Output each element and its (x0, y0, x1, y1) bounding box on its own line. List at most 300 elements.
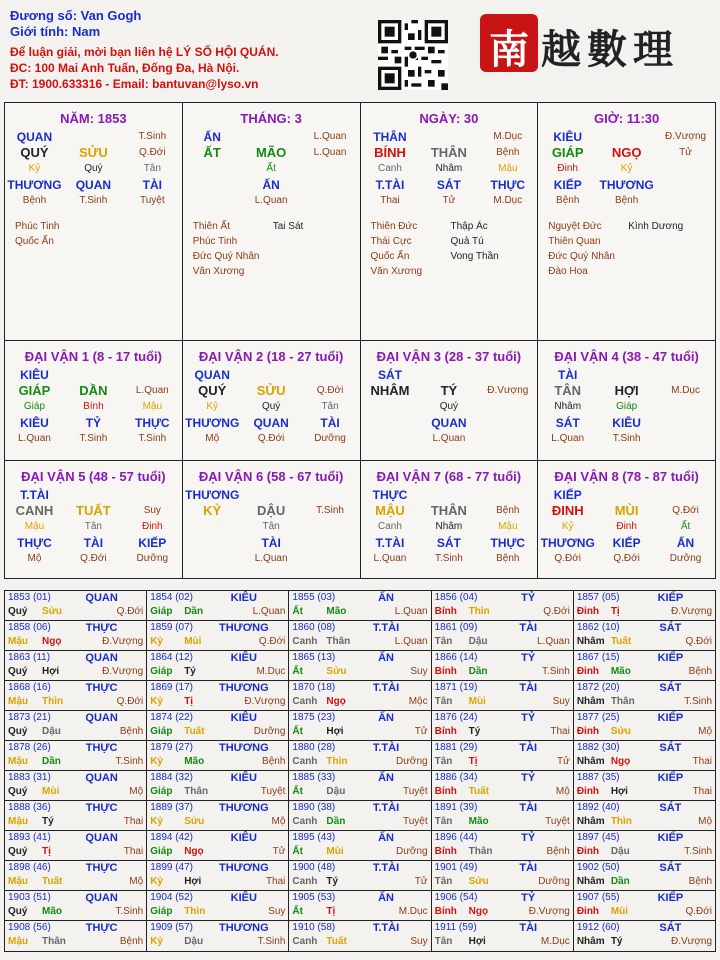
cell-value: L.Quan (313, 147, 347, 158)
year-line-top (435, 891, 570, 905)
cell-value (478, 415, 537, 431)
chart-cell (538, 341, 715, 460)
cell-value: ẤN (262, 178, 280, 192)
year-cell (289, 861, 431, 890)
cell-value: KIẾP (612, 536, 641, 550)
year-ten-god: QUAN (85, 892, 118, 904)
year-stem: Kỷ (150, 816, 163, 827)
year-cell (432, 591, 574, 620)
cell-value: QUAN (194, 368, 230, 382)
cell-value (597, 487, 656, 503)
year-stem: Giáp (150, 606, 173, 617)
cell-value: SỬU (78, 145, 108, 160)
year-branch: Tý (326, 876, 339, 887)
year-ten-god: TỶ (521, 592, 536, 604)
year-stem: Ất (292, 606, 303, 617)
year-ten-god: TỶ (521, 892, 536, 904)
year-ten-god: KIẾP (657, 652, 684, 664)
cell-line (538, 519, 715, 535)
cell-value (419, 487, 478, 503)
year-phase: Tử (557, 756, 570, 767)
qr-code-icon (378, 20, 448, 90)
year-cell (574, 591, 715, 620)
year-line-bottom (292, 695, 427, 709)
year-line-bottom (435, 905, 570, 919)
year-ten-god: TÀI (519, 742, 538, 754)
year-label: 1860 (08) (292, 622, 336, 633)
chart-grid (4, 102, 716, 579)
year-stem: Mậu (8, 756, 28, 767)
cell-value: L.Quan (313, 131, 347, 142)
year-cell (289, 921, 431, 951)
cell-value (64, 129, 123, 145)
year-line-bottom (8, 845, 143, 859)
cell-value: Kỷ (206, 401, 219, 412)
year-phase: Đ.Vượng (244, 696, 286, 707)
year-cell (289, 651, 431, 680)
year-line-bottom (8, 725, 143, 739)
year-line-bottom (150, 635, 285, 649)
cell-value: L.Quan (254, 553, 288, 564)
inauspicious-star: Quả Tú (450, 236, 484, 247)
year-label: 1867 (15) (576, 652, 620, 663)
year-line-top (577, 741, 712, 755)
year-stem: Bính (434, 666, 457, 677)
cell-line (183, 177, 360, 193)
year-ten-god: KIẾP (657, 592, 684, 604)
year-cell (289, 741, 431, 770)
cell-value: Q.Đới (613, 553, 640, 564)
year-label: 1880 (28) (292, 742, 336, 753)
year-label: 1855 (03) (292, 592, 336, 603)
cell-value: TÀI (142, 178, 162, 192)
year-ten-god: THỰC (85, 862, 118, 874)
year-branch: Tuất (468, 786, 489, 797)
year-phase: Q.Đới (685, 906, 713, 917)
year-branch: Tý (468, 726, 481, 737)
year-ten-god: QUAN (85, 772, 118, 784)
year-cell (5, 651, 147, 680)
cell-value: Đinh (142, 521, 163, 532)
year-ten-god: THƯƠNG (218, 742, 269, 754)
year-stem: Mậu (8, 816, 28, 827)
year-branch: Tị (184, 696, 194, 707)
cell-value (301, 519, 360, 535)
year-ten-god: ẤN (378, 892, 394, 904)
year-stem: Đinh (576, 726, 600, 737)
cell-line (361, 399, 538, 415)
year-stem: Ất (292, 666, 303, 677)
year-line-top (150, 861, 285, 875)
year-line-bottom (150, 695, 285, 709)
year-stem: Nhâm (576, 756, 605, 767)
cell-value (64, 367, 123, 383)
cell-value: M.Dục (493, 195, 523, 206)
year-stem: Canh (292, 696, 318, 707)
year-ten-god: ẤN (378, 652, 394, 664)
cell-value: Tuyệt (139, 195, 165, 206)
cell-line (5, 535, 182, 551)
year-row (5, 861, 715, 891)
cell-value (242, 367, 301, 383)
year-branch: Mão (326, 606, 347, 617)
contact-line-1: Để luận giải, mời bạn liên hệ LÝ SỐ HỘI QUÁN. (10, 45, 279, 59)
cell-line (361, 535, 538, 551)
chart-cell (183, 103, 361, 340)
cell-value (478, 431, 537, 447)
year-cell (574, 711, 715, 740)
cell-value: Bệnh (496, 147, 520, 158)
year-cell (574, 921, 715, 951)
cell-value: THỰC (490, 178, 526, 192)
year-line-top (150, 801, 285, 815)
year-stem: Mậu (8, 696, 28, 707)
contact-phone-email: ĐT: 1900.633316 - Email: bantuvan@lyso.vn (10, 77, 259, 91)
year-cell (432, 651, 574, 680)
year-line-bottom (8, 665, 143, 679)
year-phase: Đ.Vượng (102, 636, 144, 647)
year-phase: Thai (550, 726, 570, 737)
year-cell (574, 741, 715, 770)
year-line-top (577, 621, 712, 635)
cell-value: Dưỡng (669, 553, 702, 564)
cell-value: T.Sinh (316, 505, 344, 516)
year-ten-god: KIÊU (230, 652, 257, 664)
year-branch: Thìn (326, 756, 348, 767)
cell-value (656, 161, 715, 177)
year-line-top (292, 891, 427, 905)
year-cell (432, 861, 574, 890)
cell-value: T.Sinh (612, 433, 641, 444)
cell-value: HỢI (614, 383, 639, 398)
year-label: 1861 (09) (434, 622, 478, 633)
cell-value: Bệnh (614, 195, 639, 206)
year-stem: Quý (8, 846, 28, 857)
year-branch: Dần (326, 816, 346, 827)
cell-value: Mộ (205, 433, 220, 444)
cell-line (538, 535, 715, 551)
cell-value: T.Sinh (138, 131, 167, 142)
cell-line (361, 431, 538, 447)
year-stem: Kỷ (150, 936, 163, 947)
cell-value: Ất (680, 521, 691, 532)
year-cell (5, 711, 147, 740)
year-label: 1870 (18) (292, 682, 336, 693)
cell-value (478, 367, 537, 383)
year-stem: Giáp (150, 666, 173, 677)
cell-value: Bệnh (556, 195, 580, 206)
year-phase: Bệnh (262, 756, 286, 767)
chart-cell (5, 341, 183, 460)
chart-cell (538, 461, 715, 578)
year-line-bottom (150, 815, 285, 829)
year-line-bottom (292, 755, 427, 769)
auspicious-star: Đức Quý Nhân (548, 251, 615, 262)
year-line-top (435, 711, 570, 725)
year-ten-god: QUAN (85, 652, 118, 664)
year-phase: Tuyệt (260, 786, 286, 797)
chart-cell (361, 103, 539, 340)
year-label: 1908 (56) (8, 922, 51, 933)
year-line-top (292, 711, 427, 725)
year-stem: Quý (8, 726, 28, 737)
year-line-bottom (435, 935, 570, 949)
cell-line (538, 383, 715, 399)
cell-value: Bệnh (496, 505, 520, 516)
year-line-bottom (577, 815, 712, 829)
cell-line (183, 129, 360, 145)
chart-cell (5, 103, 183, 340)
cell-value: BÍNH (374, 145, 406, 160)
cell-value (301, 487, 360, 503)
year-label: 1891 (39) (434, 802, 478, 813)
year-cell (5, 741, 147, 770)
cell-line (361, 383, 538, 399)
cell-value: THƯƠNG (599, 178, 654, 192)
auspicious-star: Thiên Quan (548, 236, 601, 247)
star-line (371, 219, 538, 234)
cell-value: T.Sinh (434, 553, 463, 564)
year-phase: Tử (414, 726, 428, 737)
year-cell (147, 921, 289, 951)
year-stem: Giáp (150, 846, 173, 857)
cell-line (361, 415, 538, 431)
year-phase: Đ.Vượng (670, 606, 713, 617)
cell-value: MÃO (255, 145, 287, 160)
year-line-top (292, 861, 427, 875)
year-cell (574, 651, 715, 680)
year-phase: Bệnh (688, 666, 713, 677)
year-stem: Giáp (150, 786, 173, 797)
cell-value: Đinh (616, 521, 637, 532)
cell-line (538, 551, 715, 567)
cell-value: THỰC (17, 536, 52, 550)
year-branch: Thìn (184, 906, 206, 917)
year-branch: Mão (610, 666, 631, 677)
inauspicious-star (95, 234, 175, 249)
year-branch: Tý (42, 816, 54, 827)
year-line-top (435, 621, 570, 635)
chart-cell (183, 341, 361, 460)
cell-value (656, 177, 715, 193)
year-label: 1868 (16) (8, 682, 51, 693)
inauspicious-star (273, 249, 353, 264)
year-line-top (8, 651, 143, 665)
year-phase: Q.Đới (258, 636, 286, 647)
year-cell (432, 711, 574, 740)
year-line-top (435, 831, 570, 845)
year-branch: Mùi (42, 786, 60, 797)
chart-cell (361, 461, 539, 578)
cell-value (123, 487, 182, 503)
year-stem: Đinh (576, 606, 600, 617)
year-ten-god: SÁT (659, 862, 682, 874)
cell-value: L.Quan (373, 553, 407, 564)
year-branch: Dậu (610, 846, 630, 857)
cell-value (301, 177, 360, 193)
year-label: 1888 (36) (8, 802, 51, 813)
year-label: 1896 (44) (434, 832, 478, 843)
auspicious-star: Phúc Tinh (192, 236, 238, 247)
year-label: 1876 (24) (434, 712, 478, 723)
cell-value: KIẾP (138, 536, 167, 550)
cell-value: Canh (378, 163, 402, 174)
year-phase: M.Dục (256, 666, 286, 677)
cell-value (242, 129, 301, 145)
year-ten-god: TÀI (519, 802, 538, 814)
star-line (371, 249, 538, 264)
year-phase: Mộ (129, 876, 144, 887)
cell-value (64, 487, 123, 503)
year-cell (289, 891, 431, 920)
cell-line (361, 487, 538, 503)
year-line-top (8, 621, 143, 635)
cell-line (538, 161, 715, 177)
year-stem: Ất (292, 726, 303, 737)
cell-value: Kỷ (561, 521, 574, 532)
year-branch: Thìn (468, 606, 490, 617)
year-phase: Suy (268, 906, 286, 917)
year-line-top (292, 651, 427, 665)
year-phase: T.Sinh (257, 936, 286, 947)
cell-line (361, 503, 538, 519)
year-line-bottom (577, 635, 712, 649)
year-ten-god: ẤN (378, 832, 394, 844)
year-branch: Sửu (326, 666, 347, 677)
year-line-bottom (577, 785, 712, 799)
year-ten-god: SÁT (659, 622, 682, 634)
chart-cell (538, 103, 715, 340)
cell-value: THƯƠNG (185, 488, 240, 502)
subject-gender: Giới tính: Nam (10, 24, 101, 39)
cell-value: T.TÀI (375, 536, 405, 550)
year-label: 1864 (12) (150, 652, 194, 663)
year-line-bottom (577, 725, 712, 739)
cell-value: T.TÀI (375, 178, 405, 192)
year-line-bottom (292, 785, 427, 799)
year-label: 1904 (52) (150, 892, 194, 903)
year-branch: Dần (184, 606, 204, 617)
year-cell (432, 771, 574, 800)
inauspicious-star: Thập Ác (450, 221, 488, 232)
cell-value: T.Sinh (138, 433, 167, 444)
year-line-bottom (435, 725, 570, 739)
year-line-bottom (577, 755, 712, 769)
year-phase: Tử (414, 876, 428, 887)
cell-value: L.Quan (432, 433, 466, 444)
cell-line (5, 487, 182, 503)
year-label: 1911 (59) (434, 922, 477, 933)
year-phase: Mộ (555, 786, 570, 797)
year-branch: Tuất (42, 876, 63, 887)
year-stem: Ất (292, 906, 303, 917)
auspicious-star: Thiên Ất (192, 221, 230, 232)
year-label: 1859 (07) (150, 622, 194, 633)
year-label: 1893 (41) (8, 832, 51, 843)
year-label: 1865 (13) (292, 652, 336, 663)
year-ten-god: THƯƠNG (218, 622, 269, 634)
cell-line (5, 551, 182, 567)
year-line-top (577, 711, 712, 725)
year-line-bottom (577, 935, 712, 949)
year-label: 1853 (01) (8, 592, 51, 603)
year-line-top (8, 591, 143, 605)
year-cell (5, 831, 147, 860)
year-ten-god: TỶ (521, 832, 536, 844)
star-list (183, 219, 360, 279)
cell-value: MẬU (375, 503, 405, 518)
cell-value: Q.Đới (554, 553, 581, 564)
year-stem: Kỷ (150, 636, 163, 647)
year-phase: Thai (692, 756, 713, 767)
year-line-bottom (577, 875, 712, 889)
cell-value: QUÝ (198, 383, 227, 398)
year-label: 1902 (50) (576, 862, 620, 873)
year-branch: Dần (468, 666, 488, 677)
year-line-top (150, 771, 285, 785)
cell-value: Mậu (498, 163, 518, 174)
year-ten-god: QUAN (85, 592, 118, 604)
year-phase: Dưỡng (396, 846, 428, 857)
year-branch: Thìn (42, 696, 64, 707)
cell-value (656, 399, 715, 415)
year-branch: Thân (610, 696, 635, 707)
cell-value: Mậu (142, 401, 163, 412)
cell-value (242, 487, 301, 503)
year-ten-god: KIẾP (657, 832, 684, 844)
year-label: 1889 (37) (150, 802, 194, 813)
year-phase: Q.Đới (116, 696, 144, 707)
year-ten-god: TÀI (519, 682, 538, 694)
year-line-top (577, 681, 712, 695)
cell-value: KIẾP (553, 488, 582, 502)
cell-value: Kỷ (28, 163, 41, 174)
star-list (538, 219, 715, 279)
star-line (193, 264, 360, 279)
year-label: 1854 (02) (150, 592, 194, 603)
cell-value: ĐINH (551, 503, 584, 518)
year-phase: Thai (123, 846, 144, 857)
year-label: 1881 (29) (434, 742, 478, 753)
cell-value: Ất (266, 163, 276, 174)
year-branch: Mùi (184, 636, 202, 647)
year-ten-god: THỰC (85, 622, 118, 634)
year-phase: L.Quan (252, 606, 286, 617)
year-cell (147, 621, 289, 650)
inauspicious-star (628, 249, 708, 264)
year-branch: Tý (610, 936, 623, 947)
year-stem: Bính (434, 786, 457, 797)
year-cell (574, 891, 715, 920)
year-line-top (8, 831, 143, 845)
cell-value (183, 551, 242, 567)
year-line-bottom (150, 755, 285, 769)
year-line-bottom (435, 815, 570, 829)
year-ten-god: SÁT (659, 802, 682, 814)
year-label: 1898 (46) (8, 862, 51, 873)
year-line-bottom (435, 695, 570, 709)
year-row (5, 651, 715, 681)
auspicious-star: Nguyệt Đức (548, 221, 602, 232)
year-stem: Quý (8, 666, 28, 677)
year-label: 1883 (31) (8, 772, 51, 783)
year-cell (432, 831, 574, 860)
year-label: 1858 (06) (8, 622, 51, 633)
year-cell (574, 621, 715, 650)
cell-value: Tân (143, 163, 161, 174)
year-line-top (150, 831, 285, 845)
cell-value: M.Dục (671, 385, 700, 396)
